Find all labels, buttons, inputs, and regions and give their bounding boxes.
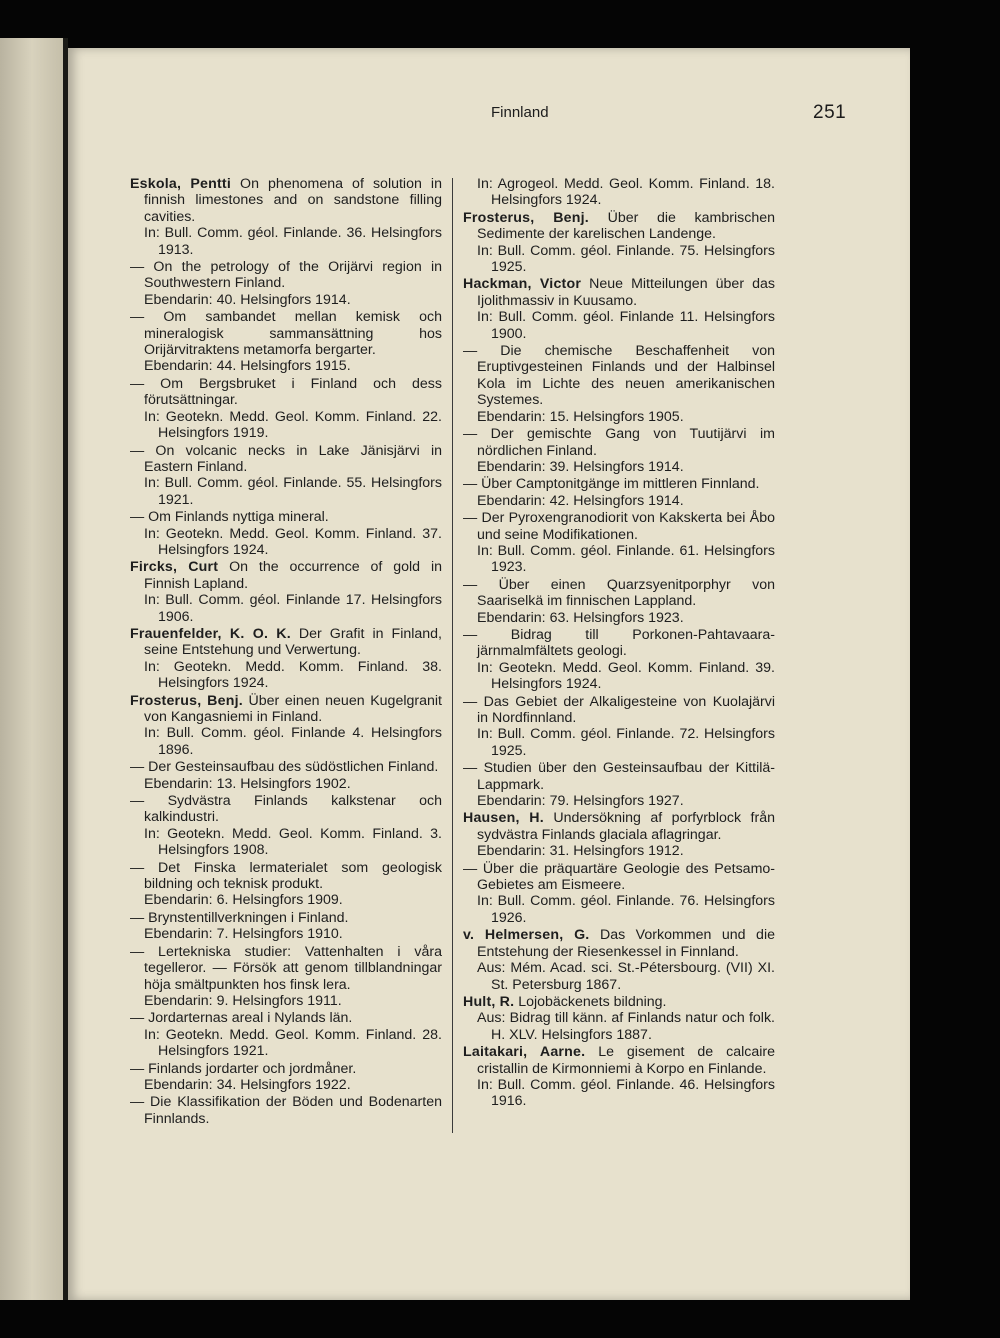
entry-publication: Ebendarin: 79. Helsingfors 1927.	[477, 793, 684, 810]
entry-publication: Ebendarin: 34. Helsingfors 1922.	[144, 1076, 351, 1093]
entry-heading	[463, 476, 775, 492]
entry-heading	[463, 694, 775, 727]
entry-heading	[463, 810, 775, 843]
entry-heading	[463, 627, 775, 660]
bibliography-entry	[130, 860, 442, 909]
entry-publication: In: Bull. Comm. géol. Finlande. 46. Helsingfors 1916.	[477, 1076, 775, 1110]
bibliography-entry	[463, 861, 775, 927]
entry-heading	[130, 1094, 442, 1127]
entry-author: Eskola, Pentti	[130, 176, 231, 192]
entry-title: Über die kambrischen Sedimente der karelischen Landenge.	[477, 209, 775, 243]
entry-title: — Finlands jordarter och jordmåner.	[130, 1060, 357, 1077]
entry-author: Hausen, H.	[463, 810, 544, 827]
column-divider	[452, 178, 453, 1133]
bibliography-entry	[463, 176, 775, 209]
entry-heading	[130, 860, 442, 893]
entry-heading	[130, 176, 442, 225]
entry-title: — Jordarternas areal i Nylands län.	[130, 1010, 353, 1027]
entry-author: Laitakari, Aarne.	[463, 1044, 586, 1061]
entry-title: — Der gemischte Gang von Tuutijärvi im nördlichen Finland.	[463, 426, 775, 459]
entry-heading	[463, 510, 775, 543]
entry-title: — Die Klassifikation der Böden und Bodenarten Finnlands.	[130, 1094, 442, 1127]
entry-title: Lojobäckenets bildning.	[518, 993, 667, 1010]
bibliography-entry	[463, 343, 775, 425]
bibliography-entry	[130, 759, 442, 792]
entry-title: — On the petrology of the Orijärvi region in Southwestern Finland.	[130, 259, 442, 292]
bibliography-entry	[463, 276, 775, 342]
entry-heading	[130, 759, 442, 775]
entry-title: — Studien über den Gesteinsaufbau der Kittilä-Lappmark.	[463, 760, 775, 793]
entry-heading	[463, 343, 775, 409]
bibliography-entry	[463, 426, 775, 475]
entry-publication: Ebendarin: 63. Helsingfors 1923.	[477, 609, 684, 626]
entry-title: On phenomena of solution in finnish limestones and on sandstone filling cavities.	[144, 176, 442, 225]
bibliography-entry	[130, 559, 442, 625]
bibliography-entry	[130, 1010, 442, 1059]
entry-author: Frauenfelder, K. O. K.	[130, 625, 291, 642]
entry-heading	[130, 376, 442, 409]
entry-author: Hackman, Victor	[463, 276, 582, 293]
entry-publication: Ebendarin: 15. Helsingfors 1905.	[477, 408, 684, 425]
bibliography-entry	[130, 910, 442, 943]
bibliography-entry	[130, 176, 442, 258]
entry-heading	[463, 994, 775, 1010]
entry-heading	[463, 760, 775, 793]
entry-publication: Ebendarin: 40. Helsingfors 1914.	[144, 291, 351, 308]
entry-title: — Det Finska lermaterialet som geologisk bildning och teknisk produkt.	[130, 859, 442, 893]
bibliography-entry	[463, 210, 775, 276]
bibliography-entry	[130, 376, 442, 442]
entry-publication: Ebendarin: 44. Helsingfors 1915.	[144, 358, 351, 375]
entry-title: Der Grafit in Finland, seine Entstehung und Verwertung.	[144, 625, 443, 659]
entry-heading	[130, 1010, 442, 1026]
entry-title: — Om Finlands nyttiga mineral.	[130, 509, 329, 526]
bibliography-entry	[130, 309, 442, 375]
entry-title: Neue Mitteilungen über das Ijolithmassiv in Kuusamo.	[477, 276, 775, 309]
entry-author: Fircks, Curt	[130, 559, 219, 576]
entry-publication: In: Bull. Comm. géol. Finlande. 75. Helsingfors 1925.	[477, 242, 775, 276]
entry-heading	[130, 1061, 442, 1077]
bibliography-entry	[130, 509, 442, 558]
entry-publication: In: Agrogeol. Medd. Geol. Komm. Finland. 18. Helsingfors 1924.	[477, 176, 775, 209]
entry-heading	[130, 259, 442, 292]
entry-title: — Über einen Quarzsyenitporphyr von Saariselkä im finnischen Lappland.	[463, 576, 775, 610]
entry-publication: Ebendarin: 39. Helsingfors 1914.	[477, 458, 684, 475]
bibliography-entry	[463, 510, 775, 576]
bibliography-entry	[130, 259, 442, 308]
entry-publication: In: Bull. Comm. géol. Finlande. 36. Helsingfors 1913.	[144, 225, 442, 258]
entry-heading	[463, 426, 775, 459]
bibliography-entry	[130, 443, 442, 509]
entry-publication: In: Geotekn. Medd. Komm. Finland. 38. Helsingfors 1924.	[144, 658, 442, 692]
entry-heading	[130, 309, 442, 358]
entry-publication: In: Bull. Comm. géol. Finlande 17. Helsingfors 1906.	[144, 592, 442, 625]
entry-publication: Aus: Mém. Acad. sci. St.-Pétersbourg. (VII) XI. St. Petersburg 1867.	[477, 960, 775, 993]
entry-heading	[130, 509, 442, 525]
bibliography-entry	[463, 927, 775, 993]
bibliography-entry	[463, 694, 775, 760]
entry-title: — Om Bergsbruket i Finland och dess förutsättningar.	[130, 375, 442, 409]
bibliography-entry	[463, 627, 775, 693]
bibliography-entry	[463, 1044, 775, 1110]
entry-heading	[130, 626, 442, 659]
entry-heading	[463, 1044, 775, 1077]
entry-heading	[130, 793, 442, 826]
entry-publication: Ebendarin: 31. Helsingfors 1912.	[477, 843, 684, 860]
entry-heading	[130, 944, 442, 993]
bibliography-entry	[130, 626, 442, 692]
page-number: 251	[813, 102, 847, 123]
bibliography-entry	[463, 577, 775, 626]
entry-publication: In: Geotekn. Medd. Geol. Komm. Finland. 3. Helsingfors 1908.	[144, 825, 442, 859]
entry-author: v. Helmersen, G.	[463, 927, 590, 944]
entry-publication: Ebendarin: 9. Helsingfors 1911.	[144, 992, 342, 1009]
bibliography-entry	[463, 994, 775, 1043]
entry-publication: In: Geotekn. Medd. Geol. Komm. Finland. 37. Helsingfors 1924.	[144, 525, 442, 558]
entry-title: — Bidrag till Porkonen-Pahtavaara-järnmalmfältets geologi.	[463, 626, 775, 660]
entry-title: — Der Pyroxengranodiorit von Kakskerta bei Åbo und seine Modifikationen.	[463, 510, 775, 543]
entry-publication: In: Bull. Comm. géol. Finlande. 72. Helsingfors 1925.	[477, 726, 775, 759]
entry-publication: In: Bull. Comm. géol. Finlande 11. Helsingfors 1900.	[477, 309, 775, 342]
entry-publication: In: Geotekn. Medd. Geol. Komm. Finland. 22. Helsingfors 1919.	[144, 408, 442, 442]
entry-author: Hult, R.	[463, 993, 515, 1010]
entry-title: Das Vorkommen und die Entstehung der Riesenkessel in Finnland.	[477, 927, 775, 960]
entry-publication: Ebendarin: 6. Helsingfors 1909.	[144, 892, 343, 909]
entry-publication: Ebendarin: 13. Helsingfors 1902.	[144, 775, 351, 792]
entry-heading	[130, 693, 442, 726]
entry-title: — Über Camptonitgänge im mittleren Finnland.	[463, 476, 760, 493]
bibliography-entry	[130, 944, 442, 1010]
bibliography-entry	[130, 1061, 442, 1094]
entry-title: — Das Gebiet der Alkaligesteine von Kuolajärvi in Nordfinnland.	[463, 693, 775, 726]
entry-publication: Ebendarin: 42. Helsingfors 1914.	[477, 492, 684, 509]
entry-title: — Brynstentillverkningen i Finland.	[130, 909, 349, 926]
entry-author: Frosterus, Benj.	[463, 209, 589, 226]
entry-heading	[130, 443, 442, 476]
entry-publication: In: Geotekn. Medd. Geol. Komm. Finland. 28. Helsingfors 1921.	[144, 1026, 442, 1060]
entry-heading	[463, 577, 775, 610]
running-title: Finnland	[491, 104, 549, 121]
bibliography-entry	[463, 476, 775, 509]
entry-title: — Die chemische Beschaffenheit von Eruptivgesteinen Finlands und der Halbinsel Kola im Lichte des neuen amerikanischen Systemes.	[463, 343, 775, 409]
entry-title: — Der Gesteinsaufbau des südöstlichen Finland.	[130, 759, 439, 776]
entry-publication: In: Bull. Comm. géol. Finlande. 76. Helsingfors 1926.	[477, 893, 775, 926]
entry-heading	[130, 910, 442, 926]
bibliography-entry	[130, 793, 442, 859]
entry-title: Undersökning af porfyrblock från sydvästra Finlands glaciala aflagringar.	[477, 810, 775, 843]
bibliography-right-column	[463, 176, 775, 1111]
entry-title: — On volcanic necks in Lake Jänisjärvi in Eastern Finland.	[130, 442, 442, 475]
left-page-edge	[0, 38, 64, 1300]
entry-publication: In: Geotekn. Medd. Geol. Komm. Finland. 39. Helsingfors 1924.	[477, 659, 775, 693]
entry-title: Le gisement de calcaire cristallin de Kirmonniemi à Korpo en Finlande.	[477, 1044, 775, 1077]
entry-author: Frosterus, Benj.	[130, 692, 243, 709]
bibliography-entry	[130, 693, 442, 759]
entry-title: On the occurrence of gold in Finnish Lapland.	[144, 559, 442, 592]
entry-publication: In: Bull. Comm. géol. Finlande. 55. Helsingfors 1921.	[144, 475, 442, 508]
entry-publication: In: Bull. Comm. géol. Finlande. 61. Helsingfors 1923.	[477, 542, 775, 576]
bibliography-entry	[463, 760, 775, 809]
bibliography-entry	[130, 1094, 442, 1127]
entry-heading	[130, 559, 442, 592]
entry-publication: In: Bull. Comm. géol. Finlande 4. Helsingfors 1896.	[144, 725, 442, 758]
bibliography-left-column	[130, 176, 442, 1128]
entry-publication: Aus: Bidrag till känn. af Finlands natur och folk. H. XLV. Helsingfors 1887.	[477, 1010, 775, 1043]
entry-heading	[463, 210, 775, 243]
entry-title: — Sydvästra Finlands kalkstenar och kalkindustri.	[130, 793, 442, 826]
bibliography-entry	[463, 810, 775, 859]
entry-publication: Ebendarin: 7. Helsingfors 1910.	[144, 926, 343, 943]
entry-heading	[463, 927, 775, 960]
entry-title: — Über die präquartäre Geologie des Petsamo-Gebietes am Eismeere.	[463, 860, 775, 894]
entry-heading	[463, 276, 775, 309]
entry-heading	[463, 861, 775, 894]
entry-title: Über einen neuen Kugelgranit von Kangasniemi in Finland.	[144, 692, 442, 725]
entry-title: — Om sambandet mellan kemisk och mineralogisk sammansättning hos Orijärvitraktens metamorfa bergarter.	[130, 309, 442, 359]
entry-title: — Lertekniska studier: Vattenhalten i våra tegelleror. — Försök att genom tillblandningar höja smältpunkten hos finsk lera.	[130, 943, 442, 993]
